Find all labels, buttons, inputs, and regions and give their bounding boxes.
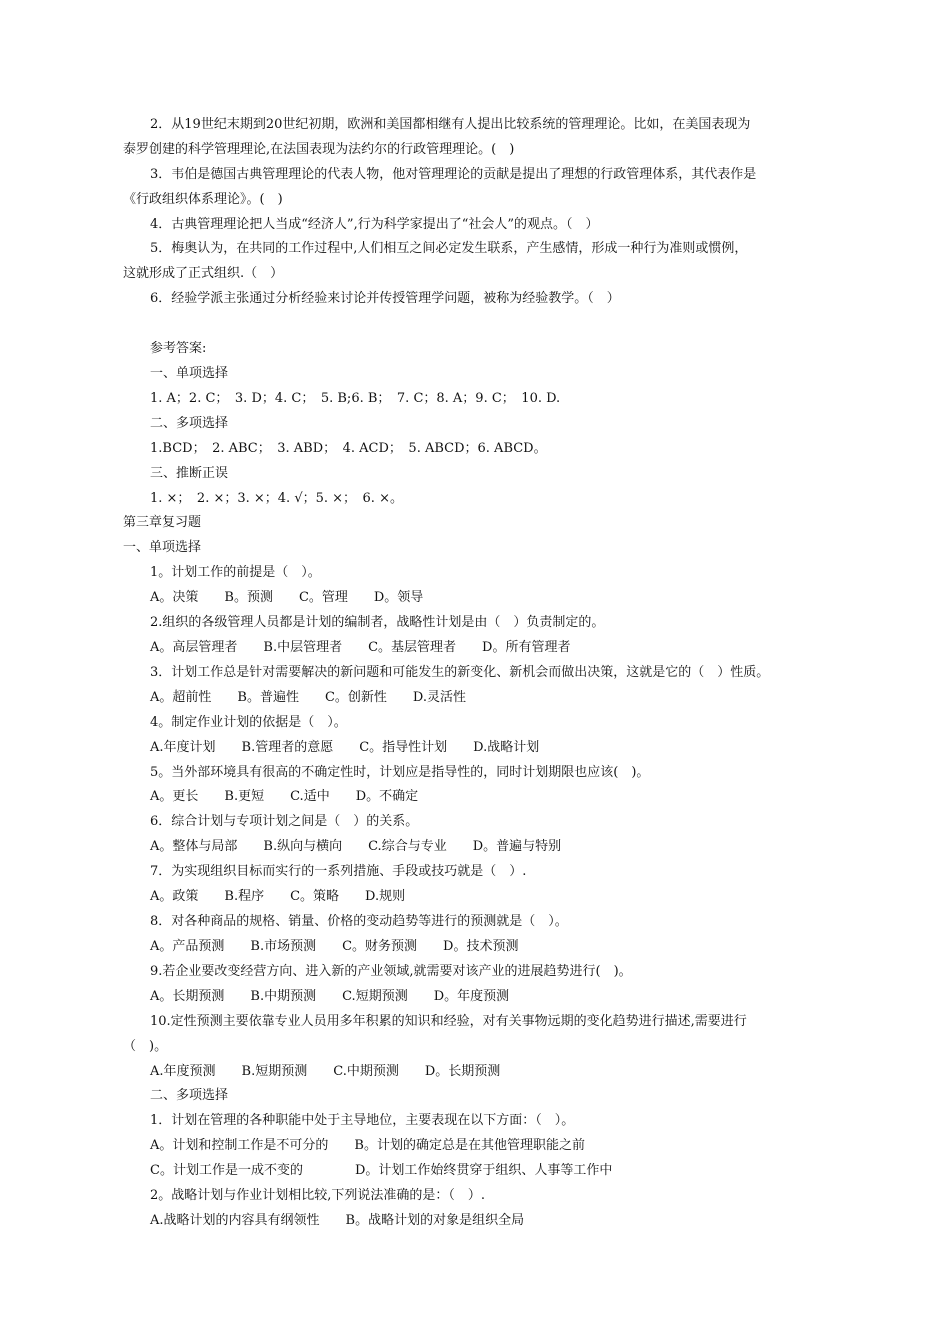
text-line: 3．韦伯是德国古典管理理论的代表人物，他对管理理论的贡献是提出了理想的行政管理体系，其代表作是 [150,167,757,182]
text-line: 6．经验学派主张通过分析经验来讨论并传授管理学问题，被称为经验教学。（ ） [150,291,620,306]
question-line: 2.组织的各级管理人员都是计划的编制者，战略性计划是由（ ）负责制定的。 [150,615,605,630]
question-line: 7．为实现组织目标而实行的一系列措施、手段或技巧就是（ ）. [150,864,527,879]
text-line: 1. A；2. C； 3. D；4. C； 5. B;6. B； 7. C；8. A；9. C； 10. D. [150,391,561,406]
question-line: 9.若企业要改变经营方向、进入新的产业领域,就需要对该产业的进展趋势进行( )。 [150,964,632,979]
question-line: 6．综合计划与专项计划之间是（ ）的关系。 [150,814,419,829]
options-line: A。政策 B.程序 C。策略 D.规则 [150,889,406,904]
question-line: 10.定性预测主要依靠专业人员用多年积累的知识和经验，对有关事物远期的变化趋势进行描述,需要进行 [150,1014,747,1029]
text-line: 《行政组织体系理论》。( ) [123,192,283,207]
section-heading: 一、单项选择 [150,366,229,381]
options-line: A。更长 B.更短 C.适中 D。不确定 [150,789,419,804]
options-line: A。产品预测 B.市场预测 C。财务预测 D。技术预测 [150,939,519,954]
section-heading: 二、多项选择 [150,416,229,431]
section-heading: 一、单项选择 [123,540,202,555]
options-line: A.年度计划 B.管理者的意愿 C。指导性计划 D.战略计划 [150,740,540,755]
options-line: A。计划和控制工作是不可分的 B。计划的确定总是在其他管理职能之前 [150,1138,585,1153]
section-heading: 三、推断正误 [150,466,229,481]
question-line: 4。制定作业计划的依据是（ ）。 [150,715,347,730]
question-line: （ )。 [123,1039,168,1054]
question-line: 2。战略计划与作业计划相比较,下列说法准确的是：（ ）. [150,1188,486,1203]
text-line: 4．古典管理理论把人当成“经济人”,行为科学家提出了“社会人”的观点。（ ） [150,217,599,232]
question-line: 3．计划工作总是针对需要解决的新问题和可能发生的新变化、新机会而做出决策，这就是它的（ ）性质。 [150,665,770,680]
answer-key-heading: 参考答案: [150,341,207,356]
text-line: 这就形成了正式组织.（ ） [123,266,284,281]
text-line: 泰罗创建的科学管理理论,在法国表现为法约尔的行政管理理论。( ) [123,142,515,157]
options-line: A。超前性 B。普遍性 C。创新性 D.灵活性 [150,690,466,705]
question-line: 8．对各种商品的规格、销量、价格的变动趋势等进行的预测就是（ ）。 [150,914,568,929]
text-line: 1. ×； 2. ×；3. ×；4. √；5. ×； 6. ×。 [150,491,403,506]
chapter-title: 第三章复习题 [123,515,202,530]
options-line: A.战略计划的内容具有纲领性 B。战略计划的对象是组织全局 [150,1213,525,1228]
options-line: A。决策 B。预测 C。管理 D。领导 [150,590,424,605]
options-line: A。长期预测 B.中期预测 C.短期预测 D。年度预测 [150,989,510,1004]
text-line: 5．梅奥认为，在共同的工作过程中,人们相互之间必定发生联系，产生感情，形成一种行为准则或惯例， [150,241,748,256]
text-line: 1.BCD； 2. ABC； 3. ABD； 4. ACD； 5. ABCD；6. ABCD。 [150,441,547,456]
options-line: C。计划工作是一成不变的 D。计划工作始终贯穿于组织、人事等工作中 [150,1163,613,1178]
options-line: A。整体与局部 B.纵向与横向 C.综合与专业 D。普遍与特别 [150,839,562,854]
question-line: 1．计划在管理的各种职能中处于主导地位，主要表现在以下方面：（ ）。 [150,1113,575,1128]
options-line: A。高层管理者 B.中层管理者 C。基层管理者 D。所有管理者 [150,640,571,655]
text-line: 2．从19世纪末期到20世纪初期，欧洲和美国都相继有人提出比较系统的管理理论。比如，在美国表现为 [150,117,751,132]
question-line: 5。当外部环境具有很高的不确定性时，计划应是指导性的，同时计划期限也应该( )。 [150,765,650,780]
section-heading: 二、多项选择 [150,1088,229,1103]
options-line: A.年度预测 B.短期预测 C.中期预测 D。长期预测 [150,1064,501,1079]
question-line: 1。计划工作的前提是（ ）。 [150,565,321,580]
